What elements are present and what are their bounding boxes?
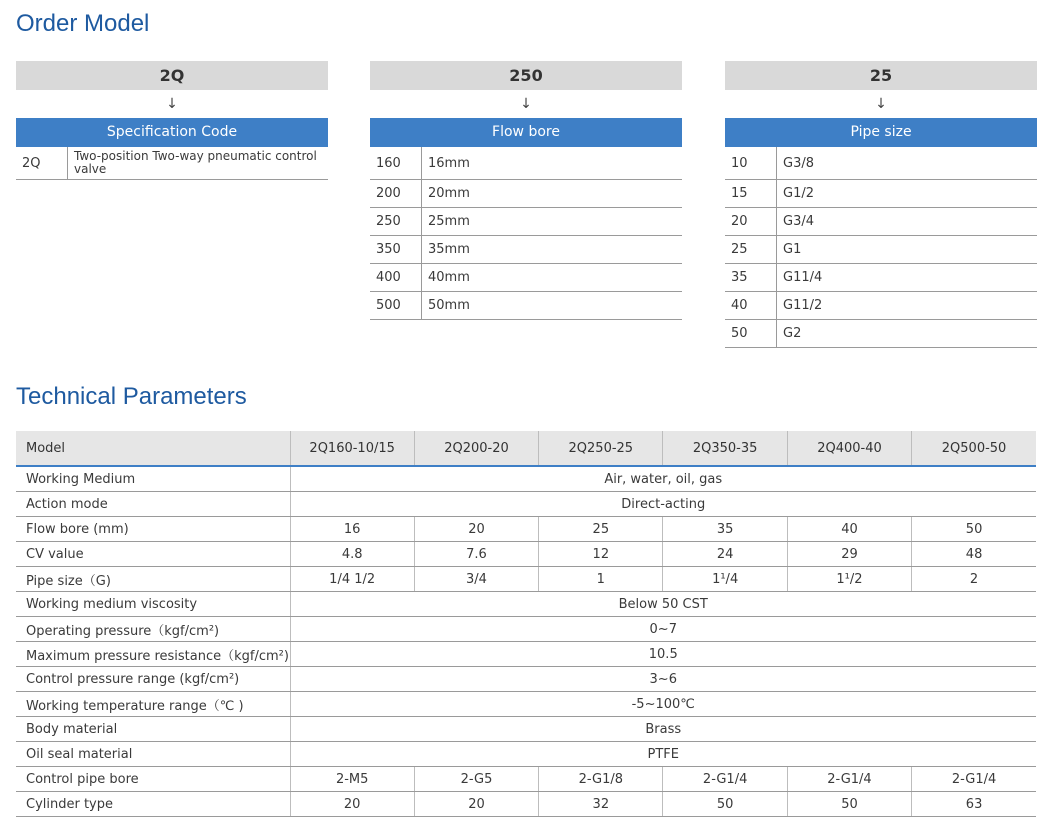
flow-bore-header: Flow bore: [370, 118, 682, 147]
spec-key: 2Q: [16, 147, 68, 180]
row-key: 400: [370, 264, 422, 292]
parameter-value: 24: [663, 542, 787, 567]
parameter-label: Operating pressure（kgf/cm²): [16, 617, 290, 642]
row-key: 40: [725, 292, 777, 320]
table-row: [370, 147, 682, 180]
parameter-value: 4.8: [290, 542, 414, 567]
table-row: [370, 236, 682, 264]
row-key: 50: [725, 320, 777, 348]
parameter-value-shared: Below 50 CST: [290, 592, 1036, 617]
table-row: [16, 592, 1036, 617]
row-value: G3/8: [777, 147, 1038, 180]
table-row: [370, 180, 682, 208]
row-value: 50mm: [422, 292, 683, 320]
parameter-value: 1/4 1/2: [290, 567, 414, 592]
table-row: [16, 692, 1036, 717]
parameter-value: 2-G5: [414, 767, 538, 792]
row-value: 35mm: [422, 236, 683, 264]
table-row: [725, 147, 1037, 180]
table-row: [725, 292, 1037, 320]
table-row: [16, 792, 1036, 817]
parameter-value: 2: [912, 567, 1036, 592]
table-row: [370, 264, 682, 292]
parameter-value: 63: [912, 792, 1036, 817]
pipe-size-code: 25: [725, 61, 1037, 90]
table-row: [16, 147, 328, 180]
pipe-size-header: Pipe size: [725, 118, 1037, 147]
column-header-model-variant: 2Q250-25: [539, 431, 663, 466]
parameter-value-shared: Air, water, oil, gas: [290, 466, 1036, 492]
row-value: G2: [777, 320, 1038, 348]
parameter-value: 2-G1/8: [539, 767, 663, 792]
parameter-label: Pipe size（G): [16, 567, 290, 592]
parameter-value: 16: [290, 517, 414, 542]
column-header-model-variant: 2Q400-40: [787, 431, 911, 466]
parameter-value: 1¹/4: [663, 567, 787, 592]
down-arrow-icon: ↓: [875, 96, 887, 112]
parameter-label: Maximum pressure resistance（kgf/cm²): [16, 642, 290, 667]
parameter-value: 2-M5: [290, 767, 414, 792]
table-row: [16, 517, 1036, 542]
row-key: 15: [725, 180, 777, 208]
column-header-model-variant: 2Q160-10/15: [290, 431, 414, 466]
column-header-model-variant: 2Q350-35: [663, 431, 787, 466]
column-header-model-variant: 2Q500-50: [912, 431, 1036, 466]
parameter-value: 50: [787, 792, 911, 817]
table-row: [16, 742, 1036, 767]
table-row: [16, 767, 1036, 792]
parameter-value: 35: [663, 517, 787, 542]
row-value: 20mm: [422, 180, 683, 208]
parameter-value: 1¹/2: [787, 567, 911, 592]
spec-description: Two-position Two-way pneumatic control valve: [68, 147, 329, 180]
parameter-value: 12: [539, 542, 663, 567]
flow-bore-column: [370, 61, 682, 320]
parameter-label: Cylinder type: [16, 792, 290, 817]
row-value: G11/2: [777, 292, 1038, 320]
row-value: G3/4: [777, 208, 1038, 236]
parameter-label: Control pressure range (kgf/cm²): [16, 667, 290, 692]
parameter-value: 32: [539, 792, 663, 817]
down-arrow-icon: ↓: [520, 96, 532, 112]
spec-code-header: Specification Code: [16, 118, 328, 147]
parameter-value-shared: Brass: [290, 717, 1036, 742]
row-key: 200: [370, 180, 422, 208]
flow-bore-code: 250: [370, 61, 682, 90]
table-row: [725, 264, 1037, 292]
table-row: [16, 542, 1036, 567]
row-value: G1/2: [777, 180, 1038, 208]
row-key: 350: [370, 236, 422, 264]
row-key: 10: [725, 147, 777, 180]
parameter-value-shared: PTFE: [290, 742, 1036, 767]
table-row: [16, 717, 1036, 742]
parameter-label: Control pipe bore: [16, 767, 290, 792]
parameter-label: Working temperature range（℃ ): [16, 692, 290, 717]
parameter-label: Oil seal material: [16, 742, 290, 767]
table-row: [16, 492, 1036, 517]
parameter-label: Working Medium: [16, 466, 290, 492]
parameter-value: 50: [912, 517, 1036, 542]
parameter-label: Working medium viscosity: [16, 592, 290, 617]
parameter-value: 25: [539, 517, 663, 542]
parameter-label: Flow bore (mm): [16, 517, 290, 542]
table-row: [370, 208, 682, 236]
row-key: 20: [725, 208, 777, 236]
table-row: [16, 667, 1036, 692]
row-key: 160: [370, 147, 422, 180]
parameter-value: 3/4: [414, 567, 538, 592]
parameter-value-shared: 10.5: [290, 642, 1036, 667]
table-header-row: [16, 431, 1036, 466]
table-row: [16, 567, 1036, 592]
row-value: 25mm: [422, 208, 683, 236]
table-row: [370, 292, 682, 320]
table-row: [16, 617, 1036, 642]
parameter-value: 48: [912, 542, 1036, 567]
parameter-value-shared: 3~6: [290, 667, 1036, 692]
technical-parameters-title: Technical Parameters: [16, 383, 247, 410]
parameter-value: 50: [663, 792, 787, 817]
parameter-value: 20: [414, 517, 538, 542]
column-header-model: Model: [16, 431, 290, 466]
pipe-size-table: [725, 147, 1037, 348]
parameter-label: Action mode: [16, 492, 290, 517]
spec-code-column: [16, 61, 328, 180]
parameter-value: 2-G1/4: [787, 767, 911, 792]
parameter-value: 20: [290, 792, 414, 817]
row-key: 250: [370, 208, 422, 236]
row-key: 500: [370, 292, 422, 320]
technical-parameters-body: [16, 466, 1036, 817]
parameter-value: 29: [787, 542, 911, 567]
parameter-label: CV value: [16, 542, 290, 567]
parameter-value-shared: -5~100℃: [290, 692, 1036, 717]
parameter-value: 2-G1/4: [912, 767, 1036, 792]
table-row: [16, 466, 1036, 492]
table-row: [725, 180, 1037, 208]
spec-code-value: 2Q: [16, 61, 328, 90]
technical-parameters-table: [16, 431, 1036, 817]
parameter-value-shared: Direct-acting: [290, 492, 1036, 517]
down-arrow-icon: ↓: [166, 96, 178, 112]
table-row: [725, 320, 1037, 348]
table-row: [16, 642, 1036, 667]
row-key: 25: [725, 236, 777, 264]
parameter-value: 1: [539, 567, 663, 592]
parameter-value: 20: [414, 792, 538, 817]
table-row: [725, 208, 1037, 236]
row-value: G1: [777, 236, 1038, 264]
column-header-model-variant: 2Q200-20: [414, 431, 538, 466]
spec-code-table: [16, 147, 328, 180]
row-value: 40mm: [422, 264, 683, 292]
parameter-value: 40: [787, 517, 911, 542]
parameter-value: 7.6: [414, 542, 538, 567]
parameter-label: Body material: [16, 717, 290, 742]
row-key: 35: [725, 264, 777, 292]
table-row: [725, 236, 1037, 264]
pipe-size-column: [725, 61, 1037, 348]
parameter-value: 2-G1/4: [663, 767, 787, 792]
order-model-title: Order Model: [16, 10, 150, 37]
parameter-value-shared: 0~7: [290, 617, 1036, 642]
flow-bore-table: [370, 147, 682, 320]
row-value: G11/4: [777, 264, 1038, 292]
row-value: 16mm: [422, 147, 683, 180]
